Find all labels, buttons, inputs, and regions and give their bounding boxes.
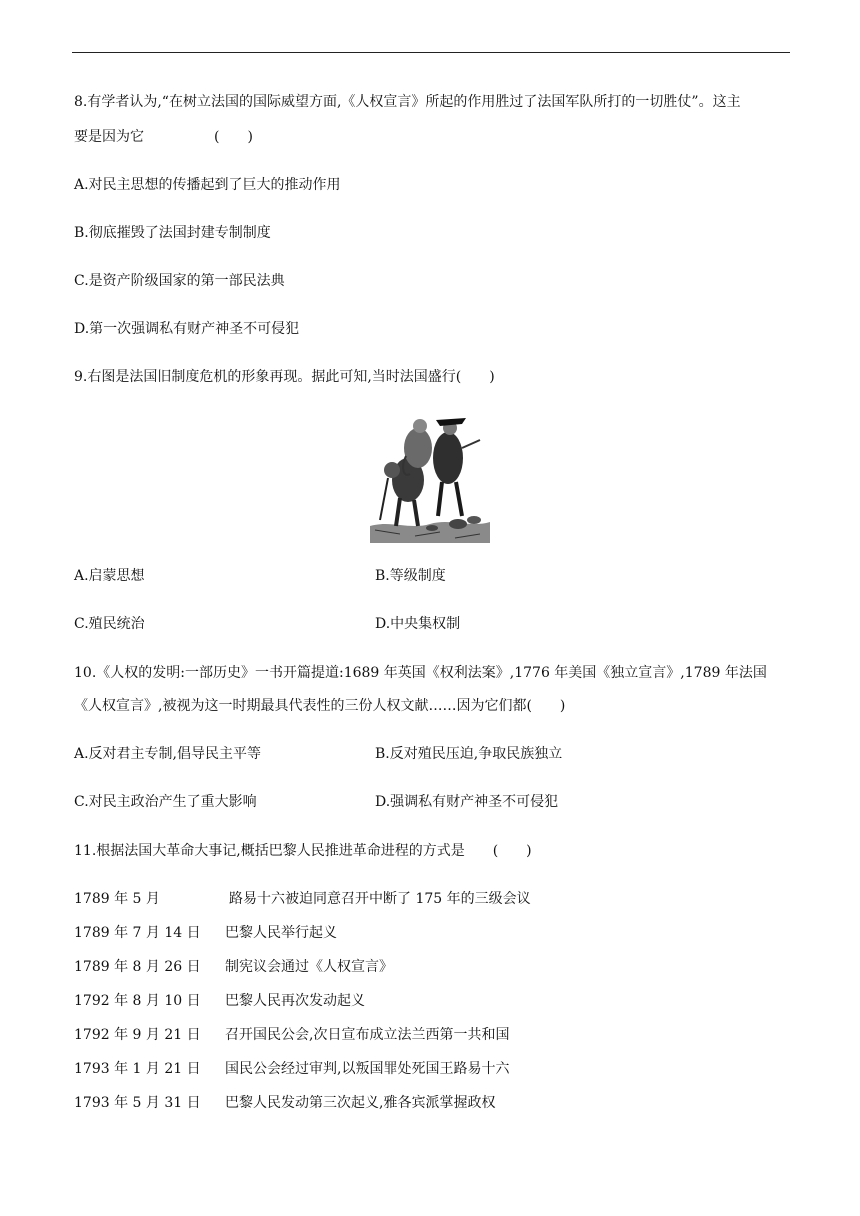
- q10-option-c: C.对民主政治产生了重大影响: [74, 794, 257, 810]
- q10-stem-line2: 《人权宣言》,被视为这一时期最具代表性的三份人权文献……因为它们都( ): [74, 698, 566, 714]
- event-description: 召开国民公会,次日宣布成立法兰西第一共和国: [225, 1027, 510, 1043]
- q11-stem: 11.根据法国大革命大事记,概括巴黎人民推进革命进程的方式是 ( ): [74, 843, 532, 859]
- q9-option-c: C.殖民统治: [74, 616, 145, 632]
- q10-stem-line1: 10.《人权的发明:一部历史》一书开篇提道:1689 年英国《权利法案》,1776 年美国《独立宣言》,1789 年法国: [74, 665, 767, 681]
- q9-option-b: B.等级制度: [375, 568, 446, 584]
- q9-option-a: A.启蒙思想: [74, 568, 145, 584]
- q8-option-a: A.对民主思想的传播起到了巨大的推动作用: [74, 177, 341, 193]
- event-date: 1792 年 8 月 10 日: [74, 993, 201, 1009]
- event-date: 1793 年 5 月 31 日: [74, 1095, 201, 1111]
- q10-option-b: B.反对殖民压迫,争取民族独立: [375, 746, 563, 762]
- q10-option-d: D.强调私有财产神圣不可侵犯: [375, 794, 559, 810]
- event-description: 路易十六被迫同意召开中断了 175 年的三级会议: [229, 891, 531, 907]
- q8-option-c: C.是资产阶级国家的第一部民法典: [74, 273, 285, 289]
- q8-stem-line1: 8.有学者认为,“在树立法国的国际威望方面,《人权宣言》所起的作用胜过了法国军队所打的一切胜仗”。这主: [74, 94, 741, 110]
- q9-stem: 9.右图是法国旧制度危机的形象再现。据此可知,当时法国盛行( ): [74, 369, 495, 385]
- q8-option-b: B.彻底摧毁了法国封建专制制度: [74, 225, 271, 241]
- event-date: 1789 年 8 月 26 日: [74, 959, 201, 975]
- event-date: 1789 年 5 月: [74, 891, 160, 907]
- event-date: 1789 年 7 月 14 日: [74, 925, 201, 941]
- event-description: 巴黎人民举行起义: [225, 925, 337, 941]
- event-description: 巴黎人民发动第三次起义,雅各宾派掌握政权: [225, 1095, 496, 1111]
- engraving-illustration: [370, 408, 490, 543]
- event-date: 1793 年 1 月 21 日: [74, 1061, 201, 1077]
- q10-option-a: A.反对君主专制,倡导民主平等: [74, 746, 262, 762]
- event-description: 制宪议会通过《人权宣言》: [225, 959, 393, 975]
- event-description: 国民公会经过审判,以叛国罪处死国王路易十六: [225, 1061, 510, 1077]
- event-description: 巴黎人民再次发动起义: [225, 993, 365, 1009]
- event-date: 1792 年 9 月 21 日: [74, 1027, 201, 1043]
- q8-stem-line2: 要是因为它 ( ): [74, 129, 253, 145]
- q8-option-d: D.第一次强调私有财产神圣不可侵犯: [74, 321, 300, 337]
- q9-option-d: D.中央集权制: [375, 616, 461, 632]
- q9-engraving-figure: [370, 408, 490, 543]
- header-rule: [72, 52, 790, 53]
